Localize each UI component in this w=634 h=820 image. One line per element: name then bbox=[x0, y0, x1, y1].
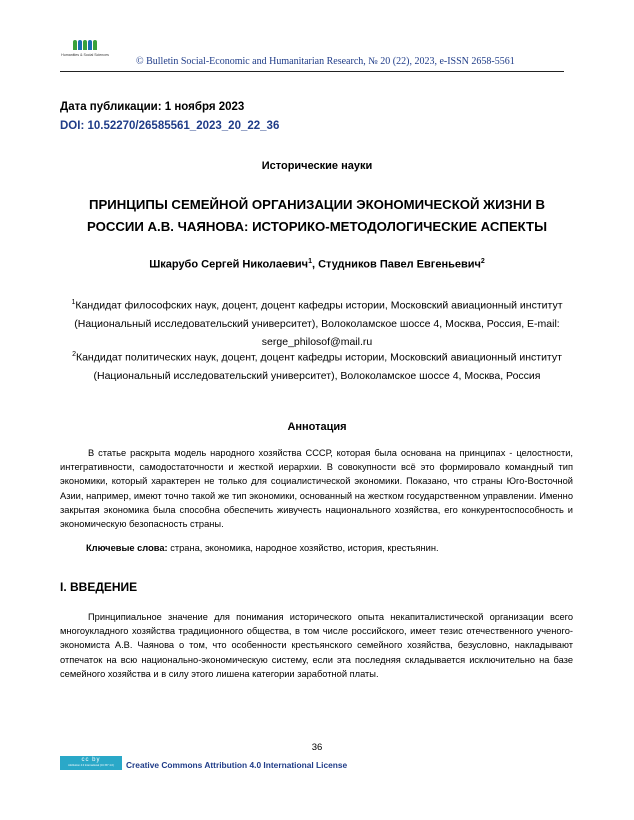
intro-text: Принципиальное значение для понимания исторического опыта некапиталистической организации всего многоукладного хозяйства традиционного общества, в том числе российского, имеет тезис отечественного ученого-экономиста А.В. Чаянова о том, что особенности крестьянского семейного хозяйства, безусловно, накладывают отпечаток на всю национально-экономическую систему, если эта последняя складывается исключительно на базе семейного хозяйства и в силу этого лишена категории заработной платы. bbox=[60, 612, 573, 679]
author-2: Студников Павел Евгеньевич bbox=[318, 258, 481, 271]
abstract-text: В статье раскрыта модель народного хозяйства СССР, которая была основана на принципах - целостности, интегративности, самодостаточности и жесткой иерархии. В совокупности всё это формировало командный тип экономики, который характерен не только для социалистической экономики. Показано, что страны Юго-Восточной Азии, например, имеют точно такой же тип экономики, основанный на жестком государственном управлении. Именно закрытая экономика была способна обеспечить живучесть национального хозяйства, его конкурентоспособность и экономическую безопасность страны. bbox=[60, 448, 573, 530]
author-1-sup: 1 bbox=[308, 258, 312, 265]
header-divider bbox=[60, 71, 564, 72]
logo-text: Humanities & Social Sciences bbox=[61, 53, 109, 57]
intro-heading: I. ВВЕДЕНИЕ bbox=[60, 580, 138, 594]
author-1: Шкарубо Сергей Николаевич bbox=[149, 258, 309, 271]
keywords bbox=[86, 543, 439, 553]
affiliation-2 bbox=[60, 346, 574, 385]
keywords-label: Ключевые слова: bbox=[86, 543, 168, 553]
abstract-heading: Аннотация bbox=[287, 421, 347, 433]
article-title: ПРИНЦИПЫ СЕМЕЙНОЙ ОРГАНИЗАЦИИ ЭКОНОМИЧЕСКОЙ ЖИЗНИ В РОССИИ А.В. ЧАЯНОВА: ИСТОРИКО-МЕТОДОЛОГИЧЕСКИЕ АСПЕКТЫ bbox=[86, 197, 547, 234]
bulletin-header: © Bulletin Social-Economic and Humanitarian Research, № 20 (22), 2023, e-ISSN 2658-5561 bbox=[136, 56, 515, 67]
affiliation-2-text: Кандидат политических наук, доцент, доцент кафедры истории, Московский авиационный институт (Национальный исследовательский университет), Волоколамское шоссе 4, Москва, Россия bbox=[75, 351, 562, 382]
keywords-text: страна, экономика, народное хозяйство, история, крестьянин. bbox=[167, 543, 439, 553]
affiliation-1 bbox=[60, 294, 574, 351]
cc-by-icon: cc by bbox=[81, 757, 101, 763]
cc-badge-text: Attribution 4.0 International (CC BY 4.0) bbox=[68, 764, 114, 767]
page-number: 36 bbox=[311, 742, 323, 753]
doi-link[interactable]: DOI: 10.52270/26585561_2023_20_22_36 bbox=[60, 120, 280, 132]
affiliation-1-text: Кандидат философских наук, доцент, доцент кафедры истории, Московский авиационный институт (Национальный исследовательский университет), Волоколамское шоссе 4, Москва, Россия, E-mail: serge_philosof@mail.ru bbox=[74, 299, 563, 348]
affiliation-2-sup: 2 bbox=[72, 351, 76, 358]
publication-date: Дата публикации: 1 ноября 2023 bbox=[60, 101, 245, 113]
author-2-sup: 2 bbox=[480, 258, 485, 265]
affiliation-1-sup: 1 bbox=[71, 299, 76, 306]
license-link[interactable]: Creative Commons Attribution 4.0 International License bbox=[126, 760, 348, 770]
cc-license-badge[interactable] bbox=[60, 756, 122, 770]
people-logo-icon bbox=[60, 40, 110, 52]
section-heading: Исторические науки bbox=[261, 160, 373, 172]
author-separator: , bbox=[311, 258, 319, 271]
authors-line bbox=[0, 258, 634, 271]
journal-logo bbox=[60, 40, 110, 57]
